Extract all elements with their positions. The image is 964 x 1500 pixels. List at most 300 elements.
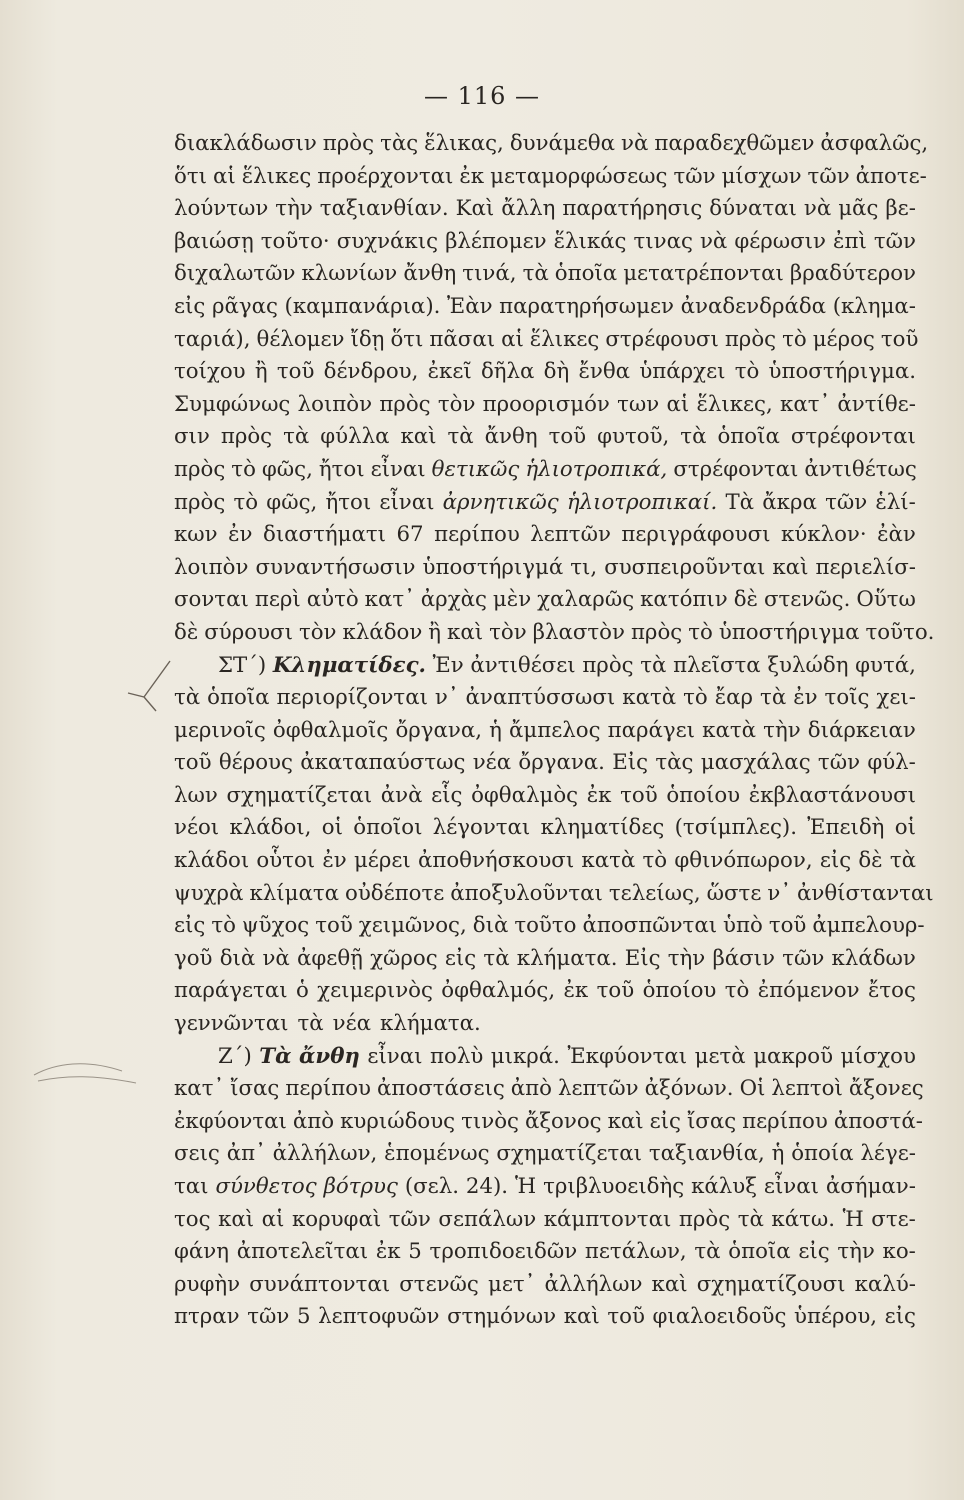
- word: ἀνὰ: [380, 782, 423, 808]
- word: τινας: [633, 228, 693, 254]
- word: τῶν: [782, 945, 825, 971]
- word: μερινοῖς: [174, 717, 266, 743]
- word: τοίχου: [174, 359, 246, 385]
- word: καὶ: [447, 619, 484, 645]
- word: τὰ: [174, 685, 201, 711]
- word: τοῦ: [276, 359, 315, 385]
- word: τὴν: [275, 196, 313, 222]
- word: ὁποία: [791, 1141, 854, 1167]
- word: κατ᾽: [364, 587, 415, 613]
- word: 67: [396, 522, 424, 548]
- word: τὸ: [683, 685, 708, 711]
- word: ἀξόνων.: [644, 1076, 734, 1102]
- word: συσπειροῦνται: [604, 554, 766, 580]
- word: ἀνθίστανται: [797, 880, 934, 906]
- text-line: [174, 682, 916, 715]
- word: ἐκ: [563, 978, 589, 1004]
- word: ὑποστήριγμά: [422, 554, 564, 580]
- word: τὰ: [760, 685, 787, 711]
- word: κλάδων: [831, 945, 916, 971]
- text-line: [174, 519, 916, 552]
- word: ΣΤ´): [218, 652, 267, 678]
- word: ὁποῖα: [554, 261, 618, 287]
- text-line: [174, 715, 916, 748]
- text-line: [174, 324, 919, 357]
- word: ἀποθνήσκουσι: [417, 848, 575, 874]
- text-line: [174, 552, 916, 585]
- word: ἀποτε-: [855, 163, 927, 189]
- text-line: [174, 487, 916, 520]
- word: ἕλικες: [241, 163, 312, 189]
- word: τελείως,: [608, 880, 701, 906]
- word: βλέπομεν: [445, 228, 547, 254]
- word: γεννῶνται: [174, 1011, 289, 1037]
- word: τὸ: [233, 489, 259, 515]
- word: τὰ: [694, 1239, 721, 1265]
- text-line: [174, 617, 935, 650]
- word: ὀφθαλμοῖς: [272, 717, 389, 743]
- word: καὶ: [772, 554, 809, 580]
- word: Συμφώνως: [174, 391, 291, 417]
- text-line: [174, 650, 916, 683]
- word: ἐκβλαστάνουσι: [748, 782, 916, 808]
- word: των: [617, 391, 660, 417]
- word: χειμῶνος,: [358, 913, 467, 939]
- text-line: [174, 161, 927, 194]
- word: βάσιν: [712, 945, 775, 971]
- word: τοῦ: [880, 326, 919, 352]
- word: περίπου: [434, 522, 520, 548]
- word: ὅτι: [390, 326, 424, 352]
- word: οὐδέποτε: [345, 880, 445, 906]
- word: ὄργανα.: [518, 750, 605, 776]
- word: τροπιδοειδῶν: [429, 1239, 578, 1265]
- word: κληματίδες: [540, 815, 665, 841]
- word: τὰ: [680, 424, 707, 450]
- word: ἐὰν: [877, 522, 916, 548]
- word: ταξιανθία,: [648, 1141, 765, 1167]
- word: ὑποστήριγμα.: [768, 359, 916, 385]
- word: αἱ: [666, 391, 690, 417]
- word: βε-: [885, 196, 916, 222]
- word: τὰ: [640, 652, 667, 678]
- word: Ἡ: [842, 1206, 864, 1232]
- word: ἀκαταπαύστως: [300, 750, 466, 776]
- word: ἀποξυλοῦνται: [450, 880, 603, 906]
- word: ὑπάρχει: [639, 359, 726, 385]
- word: πρὸς: [174, 489, 226, 515]
- word: βλαστὸν: [532, 619, 625, 645]
- text-line: [174, 258, 916, 291]
- word: μετὰ: [694, 1043, 746, 1069]
- word: δὴ: [543, 359, 570, 385]
- word: ἀλλήλων,: [272, 1141, 378, 1167]
- pencil-scribble-icon: [26, 1045, 146, 1095]
- text-line: [174, 1138, 916, 1171]
- word: ἀσφαλῶς,: [820, 131, 929, 156]
- word: νὰ: [621, 131, 649, 156]
- word: ἀρχὰς: [420, 587, 487, 613]
- word: ἔαρ: [714, 685, 754, 711]
- word: τοῦ: [607, 1304, 645, 1330]
- word: μετ᾽: [487, 1271, 536, 1297]
- word: κλήματα.: [380, 1011, 481, 1037]
- word: μασχάλας: [700, 750, 811, 776]
- text-line: [174, 1171, 916, 1204]
- word: τὸ: [211, 913, 236, 939]
- word: ἄλλη: [501, 196, 556, 222]
- word: σεπάλων: [438, 1206, 537, 1232]
- text-line: [174, 454, 916, 487]
- word: εἶναι: [763, 1174, 819, 1199]
- text-line: [174, 1204, 916, 1237]
- word: κάλυξ: [691, 1174, 757, 1199]
- word: διακλάδωσιν: [174, 131, 317, 156]
- word: κάτω.: [771, 1206, 836, 1232]
- word: ὁποῖα: [728, 1239, 791, 1265]
- word: τοῖς: [824, 685, 870, 711]
- text-line: [174, 1301, 916, 1334]
- page-number: — 116 —: [423, 82, 541, 110]
- word: τοῦ: [548, 424, 587, 450]
- word: κυριώδους: [340, 1108, 456, 1134]
- word: αἱ: [212, 163, 236, 189]
- word: μέρει: [353, 848, 411, 874]
- word: εἰς: [649, 1108, 681, 1134]
- word: ἀντιθέτως: [804, 456, 917, 482]
- word: Καὶ: [455, 196, 495, 222]
- word: τινά,: [462, 261, 517, 287]
- word: βαιώσῃ: [174, 228, 254, 254]
- word: καὶ: [651, 1271, 688, 1297]
- word: ἄνθη: [484, 424, 538, 450]
- word: δὲ: [858, 848, 883, 874]
- word: τὸ: [688, 619, 713, 645]
- word: ἀφεθῇ: [297, 945, 363, 971]
- word: εἶναι: [367, 1043, 423, 1069]
- word: χειμερινὸς: [317, 978, 433, 1004]
- word: ἕλικας,: [424, 131, 504, 156]
- text-line: [174, 812, 916, 845]
- word: διχαλωτῶν: [174, 261, 296, 287]
- word: λεπτῶν: [530, 522, 611, 548]
- text-line: [174, 193, 916, 226]
- word: γοῦ: [174, 945, 213, 971]
- word: εἰς: [884, 1304, 916, 1330]
- word: ὑπὸ: [723, 913, 763, 939]
- word: εἷς: [431, 782, 463, 808]
- word: (τσίμπλες).: [674, 815, 797, 841]
- word: (κλημα-: [832, 293, 916, 319]
- word: χῶρος: [370, 945, 438, 971]
- word: τὰ: [283, 424, 310, 450]
- word: ἤτοι: [318, 456, 365, 482]
- word: ψῦχος: [241, 913, 310, 939]
- word: κατ᾽: [174, 1076, 225, 1102]
- word: δὲ: [174, 619, 199, 645]
- word: μὲν: [492, 587, 532, 613]
- word: μίσχου: [840, 1043, 916, 1069]
- word: κάμπτονται: [543, 1206, 672, 1232]
- word: εἰς: [174, 913, 206, 939]
- word: τὰ: [483, 945, 510, 971]
- text-line: [174, 226, 916, 259]
- word: φυτοῦ,: [597, 424, 670, 450]
- word: τοῦ: [174, 750, 212, 776]
- word: τὸν: [489, 619, 527, 645]
- word: ἐκφύονται: [174, 1108, 287, 1134]
- word: πτραν: [174, 1304, 240, 1330]
- word: εἶναι: [370, 456, 426, 482]
- word: ἐν: [322, 848, 347, 874]
- word: ἀπὸ: [292, 1108, 335, 1134]
- word: ἄξονες: [848, 1076, 924, 1102]
- word: νέα: [472, 750, 512, 776]
- word: διὰ: [219, 945, 256, 971]
- word: μέρος: [812, 326, 875, 352]
- word: τὸ: [231, 456, 256, 482]
- word: καὶ: [218, 1206, 255, 1232]
- word: σχηματίζεται: [226, 782, 373, 808]
- word: ἡ: [489, 717, 502, 743]
- word: 24).: [465, 1174, 509, 1199]
- word: ἴσας: [686, 1108, 737, 1134]
- word: ὅτι: [174, 163, 207, 189]
- text-line: [174, 1073, 924, 1106]
- word: φύλ-: [867, 750, 916, 776]
- word: στενῶς: [399, 1271, 479, 1297]
- word: μικρά.: [490, 1043, 560, 1069]
- word: παρατήρησις: [562, 196, 703, 222]
- word: τὴν: [837, 1239, 875, 1265]
- word: ν᾽: [434, 685, 459, 711]
- text-line: [174, 910, 925, 943]
- word: μεταμορφώσεως: [490, 163, 668, 189]
- word: Ἡ: [515, 1174, 537, 1199]
- word: τοῦ: [768, 913, 807, 939]
- word: στε-: [871, 1206, 916, 1232]
- word: πρὸς: [322, 131, 375, 156]
- word: Ἐὰν: [447, 293, 493, 319]
- word: ἄμπελος: [509, 717, 601, 743]
- word: ἀμπελουρ-: [812, 913, 925, 939]
- word: ὄργανα,: [395, 717, 482, 743]
- word: κλήματα.: [516, 945, 618, 971]
- word: ἄξονος: [524, 1108, 602, 1134]
- word: καὶ: [400, 424, 437, 450]
- word: περιορίζονται: [276, 685, 428, 711]
- word: τὴν: [763, 717, 801, 743]
- text-line: [174, 389, 916, 422]
- word: ἀντίθε-: [837, 391, 916, 417]
- word: ὁ: [295, 978, 309, 1004]
- word: 5: [408, 1239, 422, 1265]
- word: δῆλα: [480, 359, 535, 385]
- word: Τὰ: [725, 489, 755, 515]
- word: ἴσας: [230, 1076, 280, 1102]
- word: κων: [174, 522, 218, 548]
- word: τοῦτο·: [260, 228, 330, 254]
- word: θέρους: [218, 750, 293, 776]
- text-line: [174, 584, 916, 617]
- word: ἡλιοτροπικά,: [525, 456, 668, 482]
- word: περίπου: [285, 1076, 371, 1102]
- word: φάνη: [174, 1239, 229, 1265]
- word: καλύ-: [854, 1271, 916, 1297]
- word: φθινόπωρον,: [674, 848, 813, 874]
- word: πρὸς: [582, 652, 634, 678]
- word: ὁποῖα: [207, 685, 270, 711]
- word: ἤτοι: [325, 489, 372, 515]
- text-line: [174, 1106, 923, 1139]
- word: μετατρέπονται: [623, 261, 784, 287]
- word: τὸν: [437, 391, 476, 417]
- word: τοῦ: [620, 782, 658, 808]
- word: βότρυς: [323, 1174, 398, 1199]
- word: ξυλώδη: [767, 652, 849, 678]
- word: πρὸς: [678, 1206, 731, 1232]
- word: ὁποίου: [642, 978, 717, 1004]
- text-line: [174, 356, 916, 389]
- word: ἄκρα: [762, 489, 817, 515]
- word: ἀναπτύσσωσι: [465, 685, 616, 711]
- word: λούντων: [174, 196, 269, 222]
- word: μακροῦ: [753, 1043, 834, 1069]
- word: ὥστε: [706, 880, 762, 906]
- word: ταριά),: [174, 326, 251, 352]
- word: Οἱ: [739, 1076, 766, 1102]
- word: χαλαρῶς: [537, 587, 635, 613]
- word: τῶν: [673, 163, 716, 189]
- word: πρὸς: [174, 456, 226, 482]
- word: Τὰ: [259, 1043, 292, 1069]
- word: διάρκειαν: [807, 717, 916, 743]
- word: κατὰ: [702, 717, 757, 743]
- word: αἱ: [501, 326, 524, 352]
- word: ἐν: [228, 522, 253, 548]
- word: τῶν: [817, 750, 861, 776]
- word: ἀρνητικῶς: [442, 489, 559, 515]
- word: Ζ´): [218, 1043, 252, 1069]
- word: ἀπ᾽: [226, 1141, 266, 1167]
- word: τῶν: [825, 489, 868, 515]
- word: πρὸς: [630, 619, 683, 645]
- word: ρᾶγας: [211, 293, 278, 319]
- word: φέρωσιν: [734, 228, 826, 254]
- word: λοιπὸν: [174, 554, 249, 580]
- word: ὑπέρου,: [794, 1304, 878, 1330]
- word: Εἰς: [612, 750, 649, 776]
- word: τινὸς: [461, 1108, 519, 1134]
- word: πρὸς: [379, 391, 431, 417]
- word: νὰ: [262, 945, 290, 971]
- word: λων: [174, 782, 218, 808]
- word: ἢ: [254, 359, 268, 385]
- word: ἑλί-: [875, 489, 916, 515]
- word: κατὰ: [622, 685, 677, 711]
- text-line: [174, 975, 916, 1008]
- word: ἕλικες,: [696, 391, 773, 417]
- word: κλίματα: [249, 880, 340, 906]
- word: ἕλικες: [529, 326, 600, 352]
- word: ἕλικάς: [553, 228, 627, 254]
- word: οἱ: [321, 815, 343, 841]
- word: τῶν: [873, 228, 916, 254]
- word: ὁποίου: [666, 782, 741, 808]
- word: σχηματίζεται: [496, 1141, 643, 1167]
- text-line: [174, 128, 929, 161]
- word: τὰς: [380, 131, 419, 156]
- word: λεπτοὶ: [771, 1076, 843, 1102]
- word: τος: [174, 1206, 211, 1232]
- text-line: [174, 747, 916, 780]
- word: ὀφθαλμός,: [441, 978, 556, 1004]
- word: ἀλλήλων: [544, 1271, 643, 1297]
- word: πρὸς: [220, 424, 273, 450]
- word: ἢ: [428, 619, 442, 645]
- word: τὰς: [655, 750, 694, 776]
- word: φῶς,: [261, 456, 313, 482]
- text-line: [174, 1269, 916, 1302]
- word: τὰ: [522, 261, 549, 287]
- word: τριβλυοειδὴς: [543, 1174, 685, 1199]
- word: πρὸς: [724, 326, 777, 352]
- word: παραδεχθῶμεν: [654, 131, 815, 156]
- word: κύκλον·: [781, 522, 867, 548]
- word: ἐπόμενον: [757, 978, 860, 1004]
- word: νὰ: [803, 196, 832, 222]
- word: παράγει: [607, 717, 696, 743]
- word: ὀφθαλμὸς: [471, 782, 579, 808]
- word: τοῦτο.: [865, 619, 935, 645]
- word: σεις: [174, 1141, 220, 1167]
- word: ὑποστήριγμα: [718, 619, 860, 645]
- word: δένδρου,: [323, 359, 419, 385]
- word: θετικῶς: [431, 456, 520, 482]
- word: πλεῖστα: [673, 652, 761, 678]
- word: τὸ: [724, 978, 750, 1004]
- word: Οὕτω: [856, 587, 916, 613]
- word: συναντήσωσιν: [255, 554, 416, 580]
- word: στρέφονται: [673, 456, 799, 482]
- word: εἰς: [444, 945, 477, 971]
- word: ἔτος: [867, 978, 916, 1004]
- word: κατὰ: [581, 848, 636, 874]
- word: τὰ: [447, 424, 474, 450]
- word: ἴδῃ: [350, 326, 385, 352]
- word: ἡλιοτροπικαί.: [566, 489, 718, 515]
- word: φυτά,: [855, 652, 916, 678]
- word: σιν: [174, 424, 210, 450]
- word: ἐκ: [586, 782, 612, 808]
- text-line: [174, 1041, 916, 1074]
- word: προέρχονται: [317, 163, 454, 189]
- word: ὁποῖοι: [353, 815, 423, 841]
- word: κατόπιν: [640, 587, 728, 613]
- word: αὐτὸ: [306, 587, 359, 613]
- word: περίπου: [742, 1108, 828, 1134]
- word: τῶν: [388, 1206, 431, 1232]
- word: καὶ: [563, 1304, 600, 1330]
- word: νέα: [332, 1011, 372, 1037]
- word: συχνάκις: [336, 228, 439, 254]
- word: λεπτοφυῶν: [318, 1304, 440, 1330]
- word: ρυφὴν: [174, 1271, 241, 1297]
- word: εἰς: [798, 1239, 830, 1265]
- word: οὗτοι: [256, 848, 316, 874]
- word: νὰ: [699, 228, 728, 254]
- word: Κληματίδες.: [272, 652, 426, 678]
